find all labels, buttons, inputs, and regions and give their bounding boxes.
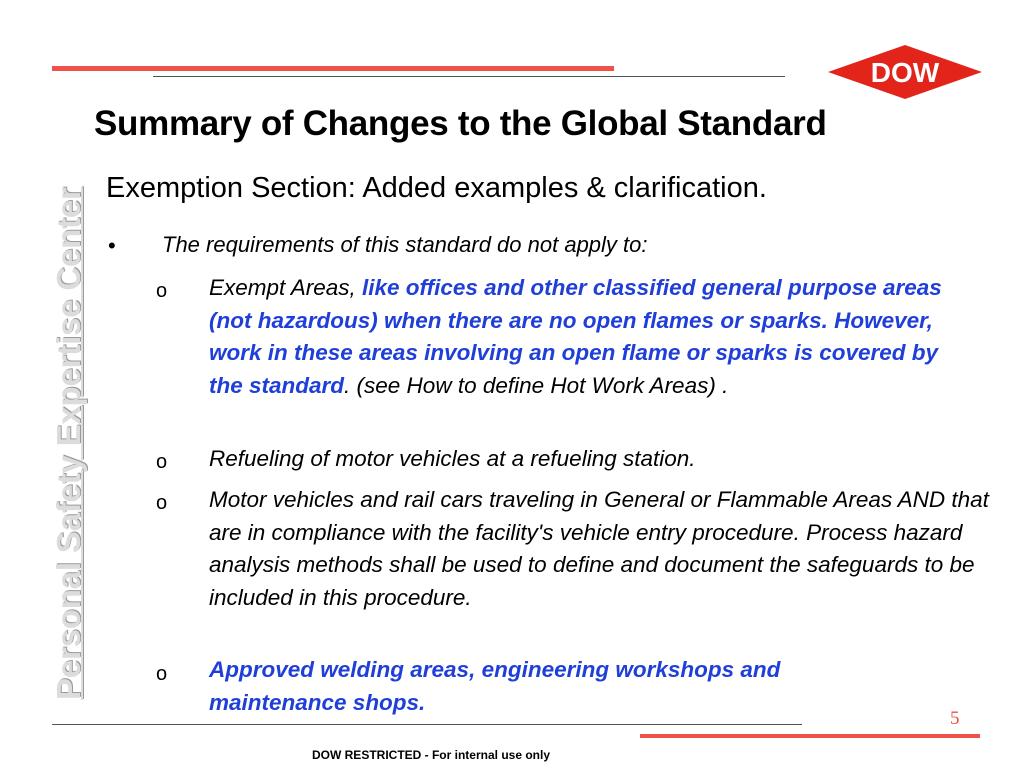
side-label: Personal Safety Expertise Center bbox=[50, 187, 87, 700]
list-item-emphasis: Approved welding areas, engineering workshops and maintenance shops. bbox=[209, 657, 781, 715]
section-heading: Exemption Section: Added examples & clarification. bbox=[106, 172, 767, 204]
list-item: Refueling of motor vehicles at a refueling station. bbox=[209, 446, 696, 471]
list-item-text: Exempt Areas, bbox=[209, 275, 362, 300]
dow-logo bbox=[826, 44, 984, 100]
bullet-text: The requirements of this standard do not apply to: bbox=[162, 232, 648, 257]
list-item-emphasis: like offices and other classified general purpose areas (not hazardous) when there are no open flames or sparks. However, work in these areas involving an open flame or sparks is covered by the standard bbox=[209, 275, 942, 398]
bottom-red-rule bbox=[640, 734, 980, 738]
list-item-marker: o bbox=[156, 663, 168, 685]
page-title: Summary of Changes to the Global Standard bbox=[94, 104, 827, 143]
list-item-marker: o bbox=[156, 492, 168, 514]
dow-logo-text: DOW bbox=[870, 57, 940, 88]
list-item bbox=[209, 272, 951, 402]
page-number: 5 bbox=[950, 708, 960, 729]
list-item-marker: o bbox=[156, 280, 168, 302]
list-item: Motor vehicles and rail cars traveling in General or Flammable Areas AND that are in compliance with the facility's vehicle entry procedure. Process hazard analysis methods shall be used to define and document the safeguards to be included in this procedure. bbox=[209, 487, 989, 610]
list-item-marker: o bbox=[156, 451, 168, 473]
bullet-marker: • bbox=[108, 233, 116, 258]
footer-classification: DOW RESTRICTED - For internal use only bbox=[311, 748, 550, 762]
list-item-text: . (see How to define Hot Work Areas) . bbox=[344, 372, 729, 398]
top-red-rule bbox=[52, 66, 614, 71]
top-gray-rule bbox=[153, 76, 785, 77]
bottom-gray-rule bbox=[52, 724, 802, 725]
